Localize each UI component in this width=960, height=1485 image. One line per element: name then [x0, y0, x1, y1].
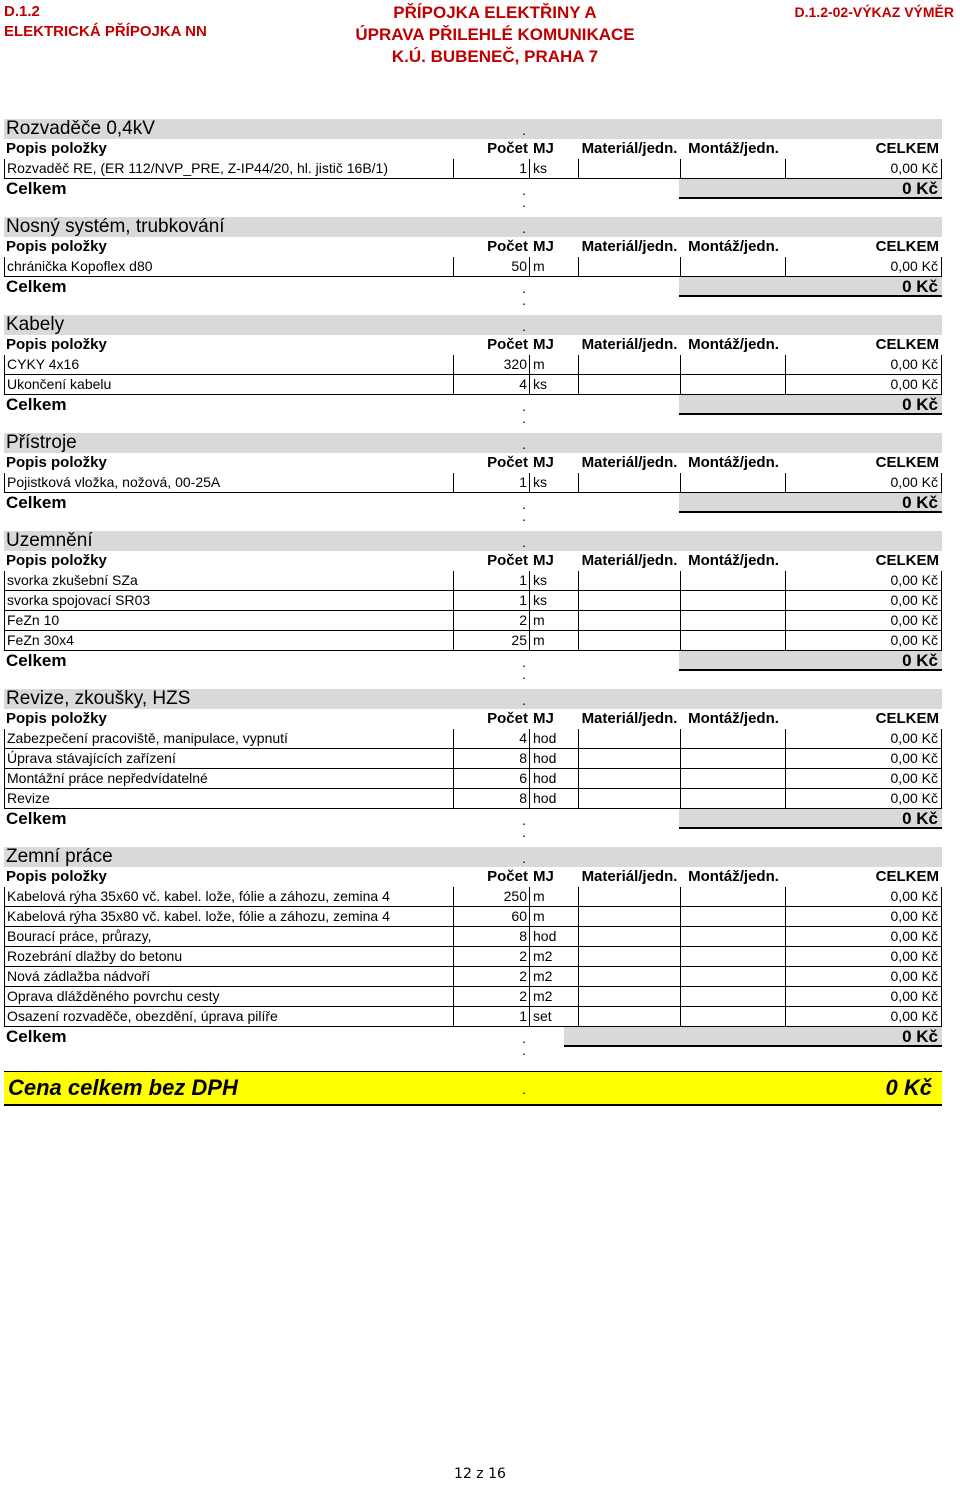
item-unit: m: [530, 611, 578, 631]
item-material-price[interactable]: [578, 987, 681, 1007]
section-total-value: 0 Kč: [679, 179, 942, 199]
item-quantity: 1: [454, 571, 530, 591]
item-labour-price[interactable]: [681, 631, 786, 651]
item-description: chránička Kopoflex d80: [4, 257, 454, 277]
column-header-mj: MJ: [533, 454, 554, 471]
separator-dot: .: [522, 220, 526, 236]
item-unit: ks: [530, 473, 578, 493]
table-row: [4, 947, 942, 967]
item-unit: hod: [530, 927, 578, 947]
item-description: FeZn 30x4: [4, 631, 454, 651]
section-total-label: Celkem: [6, 277, 67, 296]
item-labour-price[interactable]: [681, 591, 786, 611]
item-labour-price[interactable]: [681, 967, 786, 987]
item-material-price[interactable]: [578, 591, 681, 611]
header-project-line3: K.Ú. BUBENEČ, PRAHA 7: [391, 47, 599, 66]
section-title-row: [4, 689, 942, 709]
grand-total-value: 0 Kč: [885, 1075, 932, 1100]
column-header-celkem: CELKEM: [875, 238, 939, 255]
item-quantity: 4: [454, 375, 530, 395]
table-row: [4, 967, 942, 987]
item-quantity: 8: [454, 749, 530, 769]
page-number: 12 z 16: [454, 1466, 506, 1482]
item-quantity: 1: [454, 591, 530, 611]
table-row: [4, 375, 942, 395]
item-material-price[interactable]: [578, 257, 681, 277]
column-header-popis: Popis položky: [6, 454, 107, 471]
separator-dot: .: [522, 824, 526, 840]
item-description: Osazení rozvaděče, obezdění, úprava pilíře: [4, 1007, 454, 1027]
column-header-pocet: Počet: [487, 140, 528, 157]
item-total: 0,00 Kč: [786, 571, 942, 591]
table-row: [4, 473, 942, 493]
section-total-value: 0 Kč: [679, 809, 942, 829]
item-material-price[interactable]: [578, 769, 681, 789]
grand-total-row: [4, 1071, 942, 1106]
table-row: [4, 907, 942, 927]
item-material-price[interactable]: [578, 947, 681, 967]
item-labour-price[interactable]: [681, 729, 786, 749]
bill-of-quantities: [4, 119, 942, 1106]
item-material-price[interactable]: [578, 375, 681, 395]
item-labour-price[interactable]: [681, 769, 786, 789]
column-header-material: Materiál/jedn.: [581, 454, 678, 471]
header-project-line1: PŘÍPOJKA ELEKTŘINY A: [393, 3, 597, 22]
section-total-row: [4, 1027, 942, 1047]
separator-dot: .: [522, 122, 526, 138]
item-material-price[interactable]: [578, 571, 681, 591]
item-quantity: 2: [454, 947, 530, 967]
item-labour-price[interactable]: [681, 947, 786, 967]
item-quantity: 1: [454, 1007, 530, 1027]
table-row: [4, 355, 942, 375]
item-labour-price[interactable]: [681, 907, 786, 927]
column-header-row: [4, 335, 942, 355]
section-title: Revize, zkoušky, HZS: [6, 689, 191, 709]
column-header-pocet: Počet: [487, 238, 528, 255]
item-quantity: 2: [454, 987, 530, 1007]
separator-dot: .: [522, 850, 526, 866]
item-quantity: 1: [454, 159, 530, 179]
item-description: Nová zádlažba nádvoří: [4, 967, 454, 987]
section-title: Uzemnění: [6, 531, 93, 551]
column-header-row: [4, 453, 942, 473]
section-title: Nosný systém, trubkování: [6, 217, 225, 237]
item-total: 0,00 Kč: [786, 729, 942, 749]
separator-dot: .: [522, 812, 526, 828]
column-header-pocet: Počet: [487, 336, 528, 353]
column-header-popis: Popis položky: [6, 238, 107, 255]
item-total: 0,00 Kč: [786, 907, 942, 927]
section-total-row: [4, 277, 942, 297]
section-total-label: Celkem: [6, 493, 67, 512]
item-material-price[interactable]: [578, 907, 681, 927]
item-unit: hod: [530, 769, 578, 789]
item-unit: m: [530, 257, 578, 277]
column-header-montaz: Montáž/jedn.: [688, 868, 779, 885]
item-unit: m: [530, 907, 578, 927]
item-total: 0,00 Kč: [786, 789, 942, 809]
item-unit: m: [530, 355, 578, 375]
column-header-material: Materiál/jedn.: [581, 238, 678, 255]
item-material-price[interactable]: [578, 355, 681, 375]
column-header-celkem: CELKEM: [875, 336, 939, 353]
section-title: Zemní práce: [6, 847, 113, 867]
table-row: [4, 887, 942, 907]
section-title-row: [4, 315, 942, 335]
item-description: Zabezpečení pracoviště, manipulace, vypnutí: [4, 729, 454, 749]
item-total: 0,00 Kč: [786, 591, 942, 611]
table-row: [4, 257, 942, 277]
section-total-row: [4, 493, 942, 513]
separator-dot: .: [522, 534, 526, 550]
item-total: 0,00 Kč: [786, 375, 942, 395]
section-total-value: 0 Kč: [679, 277, 942, 297]
item-total: 0,00 Kč: [786, 887, 942, 907]
column-header-row: [4, 867, 942, 887]
separator-dot: .: [522, 666, 526, 682]
section-total-label: Celkem: [6, 179, 67, 198]
item-description: Oprava dlážděného povrchu cesty: [4, 987, 454, 1007]
item-quantity: 50: [454, 257, 530, 277]
section-total-value: 0 Kč: [564, 1027, 942, 1047]
item-description: Kabelová rýha 35x60 vč. kabel. lože, fólie a záhozu, zemina 4: [4, 887, 454, 907]
item-labour-price[interactable]: [681, 611, 786, 631]
item-description: svorka zkušební SZa: [4, 571, 454, 591]
item-material-price[interactable]: [578, 887, 681, 907]
item-description: Pojistková vložka, nožová, 00-25A: [4, 473, 454, 493]
column-header-popis: Popis položky: [6, 336, 107, 353]
header-project-title: [300, 2, 690, 68]
header-code: D.1.2: [4, 3, 40, 20]
section-total-row: [4, 395, 942, 415]
item-material-price[interactable]: [578, 749, 681, 769]
item-labour-price[interactable]: [681, 159, 786, 179]
separator-dot: .: [522, 692, 526, 708]
item-total: 0,00 Kč: [786, 967, 942, 987]
section-spacer: [4, 292, 942, 315]
table-row: [4, 631, 942, 651]
item-material-price[interactable]: [578, 631, 681, 651]
separator-dot: .: [522, 194, 526, 210]
column-header-material: Materiál/jedn.: [581, 710, 678, 727]
item-quantity: 1: [454, 473, 530, 493]
header-document-code: D.1.2-02-VÝKAZ VÝMĚR: [794, 4, 954, 20]
section-total-label: Celkem: [6, 395, 67, 414]
column-header-row: [4, 237, 942, 257]
column-header-mj: MJ: [533, 710, 554, 727]
column-header-celkem: CELKEM: [875, 454, 939, 471]
table-row: [4, 749, 942, 769]
item-labour-price[interactable]: [681, 355, 786, 375]
separator-dot: .: [522, 436, 526, 452]
item-unit: m2: [530, 967, 578, 987]
item-unit: hod: [530, 749, 578, 769]
item-labour-price[interactable]: [681, 789, 786, 809]
section-title: Přístroje: [6, 433, 77, 453]
separator-dot: .: [522, 398, 526, 414]
column-header-montaz: Montáž/jedn.: [688, 140, 779, 157]
item-description: CYKY 4x16: [4, 355, 454, 375]
item-material-price[interactable]: [578, 927, 681, 947]
item-total: 0,00 Kč: [786, 159, 942, 179]
column-header-montaz: Montáž/jedn.: [688, 238, 779, 255]
item-quantity: 4: [454, 729, 530, 749]
table-row: [4, 591, 942, 611]
item-description: Bourací práce, průrazy,: [4, 927, 454, 947]
table-row: [4, 789, 942, 809]
section-title-row: [4, 217, 942, 237]
item-unit: ks: [530, 375, 578, 395]
header-subtitle: ELEKTRICKÁ PŘÍPOJKA NN: [4, 23, 207, 40]
column-header-montaz: Montáž/jedn.: [688, 454, 779, 471]
section-total-value: 0 Kč: [679, 395, 942, 415]
item-quantity: 8: [454, 789, 530, 809]
item-total: 0,00 Kč: [786, 987, 942, 1007]
item-unit: ks: [530, 571, 578, 591]
item-labour-price[interactable]: [681, 887, 786, 907]
item-labour-price[interactable]: [681, 749, 786, 769]
item-labour-price[interactable]: [681, 927, 786, 947]
separator-dot: .: [522, 292, 526, 308]
separator-dot: .: [522, 654, 526, 670]
column-header-mj: MJ: [533, 140, 554, 157]
separator-dot: .: [522, 182, 526, 198]
item-unit: m2: [530, 987, 578, 1007]
item-unit: m2: [530, 947, 578, 967]
item-material-price[interactable]: [578, 729, 681, 749]
grand-total-label: Cena celkem bez DPH: [8, 1075, 238, 1100]
item-total: 0,00 Kč: [786, 631, 942, 651]
header-left: [4, 2, 207, 42]
item-unit: m: [530, 631, 578, 651]
item-description: Rozebrání dlažby do betonu: [4, 947, 454, 967]
section-spacer: [4, 410, 942, 433]
column-header-popis: Popis položky: [6, 710, 107, 727]
column-header-celkem: CELKEM: [875, 140, 939, 157]
section-spacer: [4, 194, 942, 217]
section-total-value: 0 Kč: [679, 493, 942, 513]
item-total: 0,00 Kč: [786, 355, 942, 375]
item-labour-price[interactable]: [681, 571, 786, 591]
item-description: Rozvaděč RE, (ER 112/NVP_PRE, Z-IP44/20, hl. jistič 16B/1): [4, 159, 454, 179]
table-row: [4, 769, 942, 789]
item-total: 0,00 Kč: [786, 611, 942, 631]
column-header-row: [4, 139, 942, 159]
column-header-montaz: Montáž/jedn.: [688, 552, 779, 569]
separator-dot: .: [522, 1042, 526, 1058]
section-total-row: [4, 179, 942, 199]
section-title: Rozvaděče 0,4kV: [6, 119, 155, 139]
column-header-material: Materiál/jedn.: [581, 336, 678, 353]
separator-dot: .: [522, 508, 526, 524]
item-unit: hod: [530, 729, 578, 749]
column-header-mj: MJ: [533, 336, 554, 353]
column-header-pocet: Počet: [487, 868, 528, 885]
item-material-price[interactable]: [578, 159, 681, 179]
column-header-pocet: Počet: [487, 552, 528, 569]
column-header-material: Materiál/jedn.: [581, 868, 678, 885]
table-row: [4, 927, 942, 947]
header-project-line2: ÚPRAVA PŘILEHLÉ KOMUNIKACE: [355, 25, 635, 44]
column-header-celkem: CELKEM: [875, 868, 939, 885]
item-unit: ks: [530, 591, 578, 611]
item-description: Úprava stávajících zařízení: [4, 749, 454, 769]
separator-dot: .: [522, 410, 526, 426]
item-description: Ukončení kabelu: [4, 375, 454, 395]
item-material-price[interactable]: [578, 473, 681, 493]
item-material-price[interactable]: [578, 789, 681, 809]
column-header-mj: MJ: [533, 868, 554, 885]
column-header-popis: Popis položky: [6, 552, 107, 569]
item-labour-price[interactable]: [681, 257, 786, 277]
page-header: [0, 2, 960, 72]
column-header-montaz: Montáž/jedn.: [688, 710, 779, 727]
section-spacer: [4, 1042, 942, 1065]
separator-dot: .: [522, 1081, 526, 1097]
column-header-mj: MJ: [533, 238, 554, 255]
section-title-row: [4, 847, 942, 867]
item-unit: ks: [530, 159, 578, 179]
item-unit: set: [530, 1007, 578, 1027]
column-header-pocet: Počet: [487, 710, 528, 727]
item-quantity: 6: [454, 769, 530, 789]
item-labour-price[interactable]: [681, 1007, 786, 1027]
item-unit: m: [530, 887, 578, 907]
section-total-label: Celkem: [6, 651, 67, 670]
item-total: 0,00 Kč: [786, 769, 942, 789]
column-header-celkem: CELKEM: [875, 552, 939, 569]
item-material-price[interactable]: [578, 967, 681, 987]
separator-dot: .: [522, 318, 526, 334]
section-title-row: [4, 531, 942, 551]
column-header-mj: MJ: [533, 552, 554, 569]
table-row: [4, 571, 942, 591]
item-description: svorka spojovací SR03: [4, 591, 454, 611]
separator-dot: .: [522, 280, 526, 296]
item-quantity: 25: [454, 631, 530, 651]
item-labour-price[interactable]: [681, 473, 786, 493]
table-row: [4, 729, 942, 749]
section-total-label: Celkem: [6, 809, 67, 828]
column-header-popis: Popis položky: [6, 868, 107, 885]
item-total: 0,00 Kč: [786, 473, 942, 493]
column-header-row: [4, 709, 942, 729]
column-header-material: Materiál/jedn.: [581, 552, 678, 569]
item-unit: hod: [530, 789, 578, 809]
separator-dot: .: [522, 496, 526, 512]
separator-dot: .: [522, 1030, 526, 1046]
item-quantity: 2: [454, 967, 530, 987]
table-row: [4, 987, 942, 1007]
column-header-pocet: Počet: [487, 454, 528, 471]
item-description: Revize: [4, 789, 454, 809]
item-quantity: 250: [454, 887, 530, 907]
section-spacer: [4, 508, 942, 531]
table-row: [4, 611, 942, 631]
item-total: 0,00 Kč: [786, 749, 942, 769]
item-total: 0,00 Kč: [786, 1007, 942, 1027]
section-total-row: [4, 651, 942, 671]
section-title: Kabely: [6, 315, 65, 335]
item-total: 0,00 Kč: [786, 947, 942, 967]
column-header-material: Materiál/jedn.: [581, 140, 678, 157]
section-total-row: [4, 809, 942, 829]
item-labour-price[interactable]: [681, 375, 786, 395]
table-row: [4, 1007, 942, 1027]
section-total-value: 0 Kč: [679, 651, 942, 671]
section-title-row: [4, 119, 942, 139]
item-description: Montážní práce nepředvídatelné: [4, 769, 454, 789]
column-header-montaz: Montáž/jedn.: [688, 336, 779, 353]
section-title-row: [4, 433, 942, 453]
column-header-row: [4, 551, 942, 571]
section-total-label: Celkem: [6, 1027, 67, 1046]
column-header-celkem: CELKEM: [875, 710, 939, 727]
item-material-price[interactable]: [578, 611, 681, 631]
section-spacer: [4, 824, 942, 847]
item-quantity: 2: [454, 611, 530, 631]
item-material-price[interactable]: [578, 1007, 681, 1027]
item-total: 0,00 Kč: [786, 927, 942, 947]
item-quantity: 320: [454, 355, 530, 375]
item-quantity: 8: [454, 927, 530, 947]
table-row: [4, 159, 942, 179]
item-quantity: 60: [454, 907, 530, 927]
item-total: 0,00 Kč: [786, 257, 942, 277]
item-description: FeZn 10: [4, 611, 454, 631]
section-spacer: [4, 666, 942, 689]
item-description: Kabelová rýha 35x80 vč. kabel. lože, fólie a záhozu, zemina 4: [4, 907, 454, 927]
column-header-popis: Popis položky: [6, 140, 107, 157]
item-labour-price[interactable]: [681, 987, 786, 1007]
